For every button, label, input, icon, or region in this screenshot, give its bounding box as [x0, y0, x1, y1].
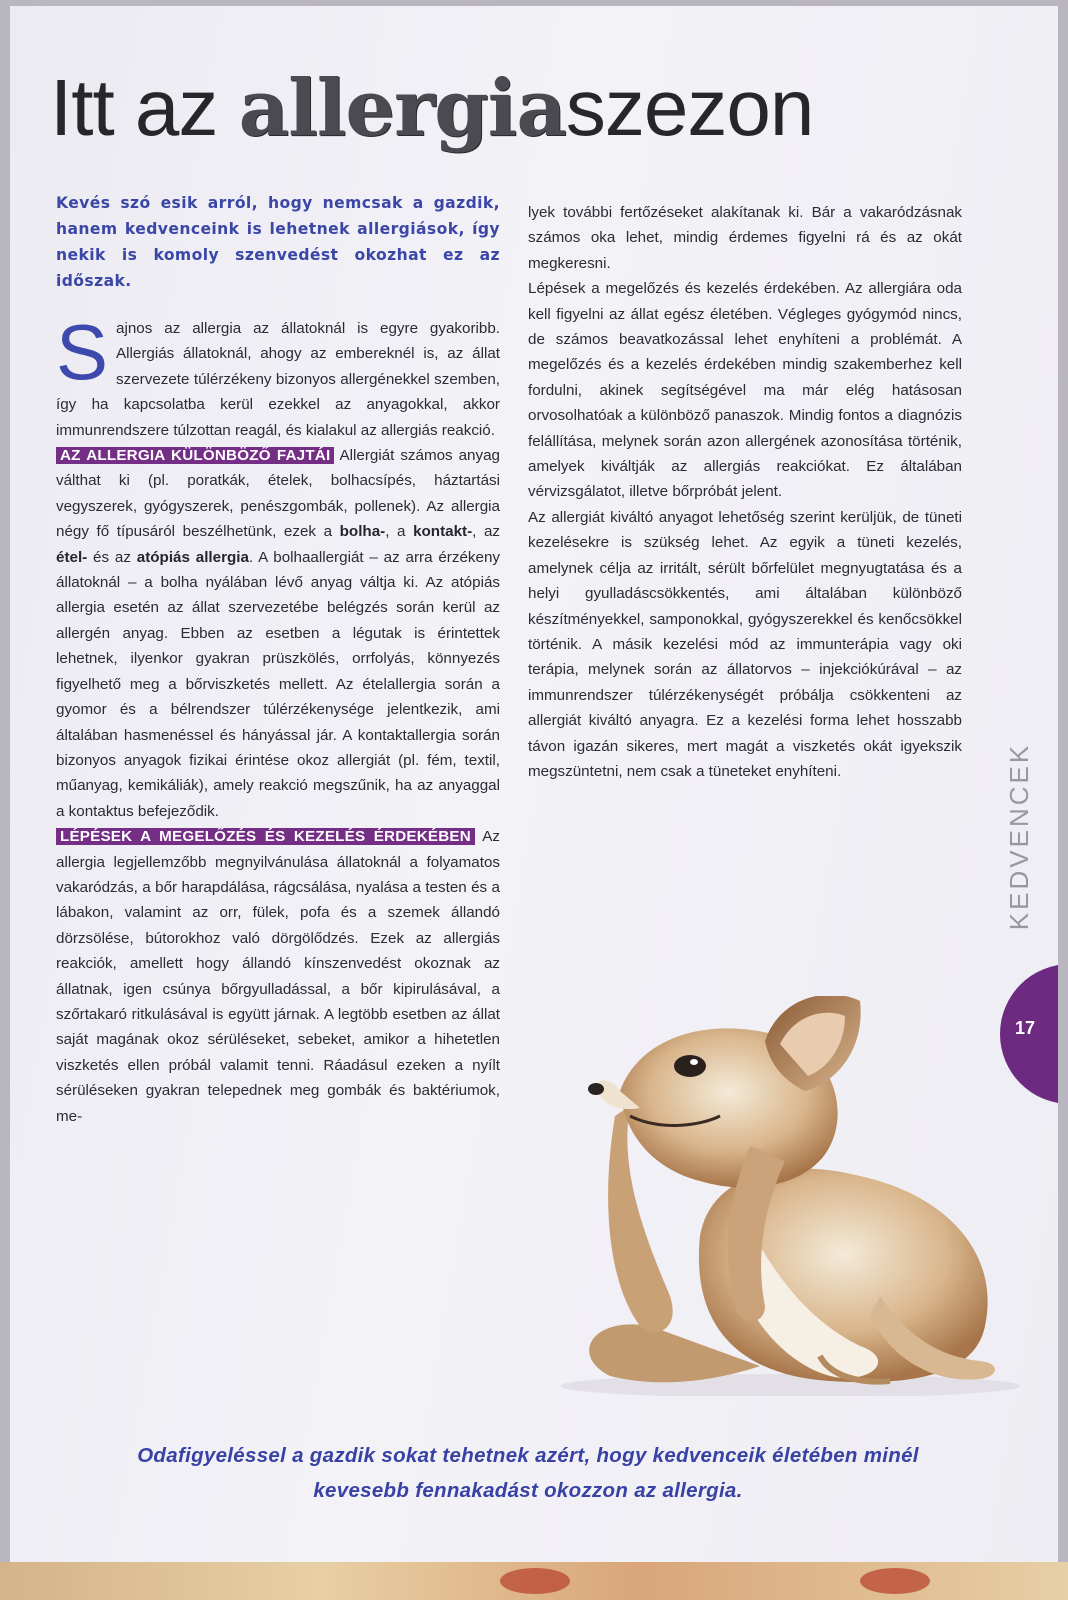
intro-paragraph	[56, 308, 500, 443]
section-1-bold: étel-	[56, 548, 88, 566]
background-fabric	[0, 1562, 1068, 1600]
section-1-bold: atópiás allergia	[136, 548, 249, 566]
section-1-bold: bolha-	[339, 523, 386, 541]
section-2-text: Az allergia legjellemzőbb megnyilvánulása állatoknál a folyamatos vakaródzás, a bőr harapdálása, rágcsálása, nyalása a testen és a lábakon, valamint az orr, fülek, pofa és a szemek állandó dörzsölése, bútorokhoz való dörgölődzés. Ezek az allergiás reakciók, amellett hogy állandó kínszenvedést okoznak az állatnak, igen csúnya bőrgyulladással, a bőr kipirulásával, a szőrtakaró ritkulásával is együtt járnak. A legtöbb esetben az állat saját magának okoz sérüléseket, sebeket, amikor a hihetetlen viszketés ellen próbál valamit tenni. Ráadásul ezeken a nyílt sérüléseken gyakran telepednek meg gombák és baktériumok, me-	[56, 828, 500, 1125]
caption: Odafigyeléssel a gazdik sokat tehetnek azért, hogy kedvenceik életében minél kevesebb fennakadást okozzon az allergia.	[137, 1444, 919, 1502]
headline-part-3: szezon	[565, 63, 814, 152]
section-2-heading: LÉPÉSEK A MEGELŐZÉS ÉS KEZELÉS ÉRDEKÉBEN	[56, 828, 475, 845]
right-paragraph-2: Az allergiát kiváltó anyagot lehetőség szerint kerüljük, de tüneti kezelésekre is szükség lehet. Az egyik a tüneti kezelés, amelynek célja az irritált, sérült bőrfelület megnyugtatása és a helyi gyulladáscsökkentés, ami általában különböző készítményekkel, samponokkal, gyógyszerekkel és kenőcsökkel történik. A másik kezelési mód az immunterápia vagy oki terápia, melynek során az állatorvos – injekciókúrával – az immunrendszer túlérzékenységét próbálja csökkenteni az allergiát kiváltó anyagra. Ez a kezelési forma lehet hosszabb távon igazán sikeres, mert magát a viszketés okát igyekszik megszüntetni, nem csak a tüneteket enyhíteni.	[528, 508, 962, 780]
page-number: 17	[1015, 1018, 1036, 1038]
chihuahua-illustration	[530, 996, 1030, 1396]
section-1-bold: kontakt-	[413, 523, 473, 541]
lead-paragraph: Kevés szó esik arról, hogy nemcsak a gazdik, hanem kedvenceink is lehetnek allergiások, így nekik is komoly szenvedést okozhat ez az időszak.	[56, 194, 500, 290]
right-column	[528, 200, 962, 784]
section-2-continued: lyek további fertőzéseket alakítanak ki. Bár a vakaródzásnak számos oka lehet, mindig érdemes figyelni rá és az okát megkeresni.	[528, 204, 962, 272]
section-1-text: , a	[385, 523, 414, 541]
right-paragraph-1: Lépések a megelőzés és kezelés érdekében. Az allergiára oda kell figyelni az állat egész életében. Végleges gyógymód nincs, de számos beavatkozással lehet enyhíteni a problémát. A megelőzés és a kezelés érdekében mindig szakemberhez kell fordulni, akinek segítségével ma már elég hatásosan orvosolhatóak a különböző panaszok. Mindig fontos a diagnózis felállítása, melynek során azon allergének azonosítása történik, amelyek kiváltják az allergiás reakciókat. Ez általában vérvizsgálatot, illetve bőrpróbát jelent.	[528, 280, 962, 501]
section-1-heading: AZ ALLERGIA KÜLÖNBÖZŐ FAJTÁI	[56, 447, 334, 464]
section-label	[970, 726, 1058, 946]
headline-part-2: allergia	[238, 63, 566, 154]
section-1-text: , az	[472, 523, 501, 541]
magazine-page	[10, 6, 1058, 1562]
section-1-text: . A bolhaallergiát – az arra érzékeny állatoknál – a bolha nyálában lévő anyag váltja ki. Az atópiás allergia esetén az állat szervezetébe belégzés során kerül az allergén anyag. Ebben az esetben a légutak is érintettek lehetnek, ilyenkor gyakran prüszkölés, orrfolyás, könnyezés figyelhető meg a bőrviszketés mellett. Az ételallergia során a gyomor és a bélrendszer túlérzékenysége jelentkezik, ami általában hasmenéssel és hányással jár. A kontaktallergia során bizonyos anyagok fizikai érintése okoz allergiát (pl. fém, textil, műanyag, kemikáliák), amely reakció megszűnik, ha az anyaggal a kontaktus befejeződik.	[56, 548, 500, 820]
left-column	[56, 190, 500, 1129]
section-1-paragraph	[56, 443, 500, 824]
headline-part-1: Itt az	[50, 63, 239, 152]
section-1-text: Allergiát számos anyag válthat ki (pl. poratkák, ételek, bolhacsípés, háztartási vegyszerek, gyógyszerek, penészgombák, pollenek). Az allergia négy fő típusáról beszélhetünk, ezek a	[56, 447, 500, 541]
drop-cap: S	[56, 308, 109, 396]
section-2-paragraph	[56, 824, 500, 1129]
section-label-text: KEDVENCEK	[1004, 742, 1035, 930]
intro-text: ajnos az allergia az állatoknál is egyre gyakoribb. Allergiás állatoknál, ahogy az embereknél is, az állat szervezete túlérzékeny bizonyos allergénekkel szemben, így ha kapcsolatba kerül ezekkel az anyagokkal, akkor immunrendszere túlzottan reagál, és kialakul az allergiás reakció.	[56, 320, 500, 439]
section-1-text: és az	[87, 548, 137, 566]
headline	[50, 58, 813, 159]
